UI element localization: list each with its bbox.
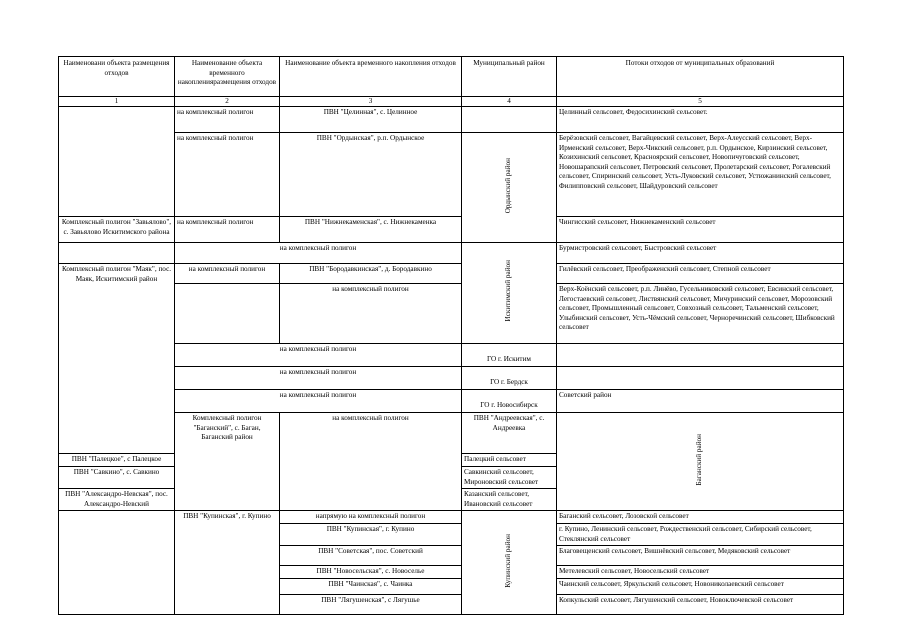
waste-flows-table — [58, 56, 844, 615]
district-label: Искитимский район — [504, 260, 513, 322]
column-number-row — [59, 97, 844, 107]
district-cell-empty — [462, 107, 557, 133]
table-cell: г. Купино, Ленинский сельсовет, Рождественский сельсовет, Сибирский сельсовет, Стеклянский сельсовет — [557, 523, 844, 545]
district-cell: ГО г. Искитим — [462, 344, 557, 367]
table-cell: ПВН "Чаинская", с. Чаинка — [280, 578, 462, 594]
header-waste-flows: Потоки отходов от муниципальных образований — [557, 57, 844, 97]
table-row — [59, 344, 844, 367]
table-row — [59, 284, 844, 344]
table-cell: ПВН "Советская", пос. Советский — [280, 546, 462, 566]
disposal-site-cell: Комплексный полигон "Баганский", с. Баган, Баганский район — [175, 413, 280, 511]
table-row — [59, 390, 844, 413]
district-cell — [557, 413, 844, 511]
table-cell: на комплексный полигон — [280, 284, 462, 344]
column-number: 4 — [462, 97, 557, 107]
table-cell: на комплексный полигон — [175, 367, 462, 390]
table-row — [59, 133, 844, 217]
table-cell: на комплексный полигон — [175, 217, 280, 243]
table-cell: на комплексный полигон — [280, 413, 462, 511]
district-cell — [462, 243, 557, 344]
table-cell: ПВН "Савкино", с. Савкино — [59, 466, 175, 488]
table-cell: Чингисский сельсовет, Нижнекаменский сельсовет — [557, 217, 844, 243]
header-temp-storage-site: Наименование объекта временного накопленияразмещения отходов — [175, 57, 280, 97]
table-cell: Копкульский сельсовет, Лягушенский сельсовет, Новоключевской сельсовет — [557, 594, 844, 614]
district-cell: ГО г. Новосибирск — [462, 390, 557, 413]
district-label: Ордынский район — [504, 158, 513, 214]
table-cell: ПВН "Андреевская", с. Андреевка — [462, 413, 557, 454]
table-cell: Баганский сельсовет, Лозовской сельсовет — [557, 511, 844, 524]
district-cell — [462, 133, 557, 243]
table-cell: Целинный сельсовет, Федосихинский сельсовет. — [557, 107, 844, 133]
table-cell: Бурмистровский сельсовет, Быстровский сельсовет — [557, 243, 844, 264]
disposal-site-cell: Комплексный полигон "Маяк", пос. Маяк, Искитимский район — [59, 264, 175, 454]
header-municipal-district: Муниципальный район — [462, 57, 557, 97]
table-cell: Благовещенский сельсовет, Вишнёвский сельсовет, Медяковский сельсовет — [557, 546, 844, 566]
table-cell: ПВН "Александро-Невская", пос. Александро-Невский — [59, 489, 175, 511]
column-number: 3 — [280, 97, 462, 107]
table-cell: напрямую на комплексный полигон — [280, 511, 462, 524]
column-number: 5 — [557, 97, 844, 107]
table-row — [59, 264, 844, 284]
disposal-site-cell: Комплексный полигон "Завьялово", с. Завьялово Искитимского района — [59, 217, 175, 243]
table-row — [59, 243, 844, 264]
table-cell: Гилёвский сельсовет, Преображенский сельсовет, Степной сельсовет — [557, 264, 844, 284]
table-cell-empty — [557, 367, 844, 390]
disposal-site-cell-empty — [59, 107, 175, 217]
table-cell: ПВН "Бородавкинская", д. Бородавкино — [280, 264, 462, 284]
district-cell — [462, 511, 557, 614]
table-cell: на комплексный полигон — [175, 133, 280, 217]
column-number: 2 — [175, 97, 280, 107]
table-cell: ПВН "Лягушенская", с Лягушье — [280, 594, 462, 614]
table-row — [59, 217, 844, 243]
table-cell-empty — [175, 284, 280, 344]
table-cell: Савкинский сельсовет, Мироновский сельсовет — [462, 466, 557, 488]
table-cell: Казанский сельсовет, Ивановский сельсовет — [462, 489, 557, 511]
header-disposal-site: Наименовани объекта размещения отходов — [59, 57, 175, 97]
table-row — [59, 413, 844, 454]
table-cell: ПВН "Нижнекаменская", с. Нижнекаменка — [280, 217, 462, 243]
district-label: Купинский район — [504, 533, 513, 588]
table-cell: на комплексный полигон — [175, 344, 462, 367]
table-cell-empty — [557, 344, 844, 367]
table-cell: ПВН "Целинная", с. Целинное — [280, 107, 462, 133]
table-row — [59, 107, 844, 133]
table-cell: Метелевский сельсовет, Новосельский сельсовет — [557, 566, 844, 579]
table-cell: ПВН "Ордынская", р.п. Ордынское — [280, 133, 462, 217]
disposal-site-cell-empty — [59, 243, 175, 264]
table-cell: Верх-Коёнский сельсовет, р.п. Линёво, Гусельниковский сельсовет, Евсинский сельсовет, Легостаевский сельсовет, Листвянский сельсовет, Мичуринский сельсовет, Морозовский сельсовет, Промышленный сельсовет, Совхозный сельсовет, Тальменский сельсовет, Улыбинский сельсовет, Усть-Чёмский сельсовет, Черноречинский сельсовет, Шибковский сельсовет — [557, 284, 844, 344]
table-cell: ПВН "Купинская", г. Купино — [175, 511, 280, 614]
table-cell: ПВН "Палецкое", с Палецкое — [59, 454, 175, 467]
table-cell: Берёзовский сельсовет, Вагайцевский сельсовет, Верх-Алеусский сельсовет, Верх-Ирменский сельсовет, Верх-Чикский сельсовет, р.п. Ордынское, Кирзинский сельсовет, Козихинский сельсовет, Красноярский сельсовет, Новопичуговский сельсовет, Новошарапский сельсовет, Петровский сельсовет, Пролетарский сельсовет, Рогалевский сельсовет, Спиринский сельсовет, Усть-Луковский сельсовет, Устюжанинский сельсовет, Филипповский сельсовет, Шайдуровский сельсовет — [557, 133, 844, 217]
table-cell: на комплексный полигон — [175, 390, 462, 413]
table-cell: ПВН "Купинская", г. Купино — [280, 523, 462, 545]
district-cell: ГО г. Бердск — [462, 367, 557, 390]
table-row — [59, 511, 844, 524]
table-cell: на комплексный полигон — [175, 264, 280, 284]
table-cell: на комплексный полигон — [175, 107, 280, 133]
table-cell: на комплексный полигон — [175, 243, 462, 264]
header-temp-storage-name: Наименование объекта временного накопления отходов — [280, 57, 462, 97]
table-cell: ПВН "Новосельская", с. Новоселье — [280, 566, 462, 579]
table-cell: Советский район — [557, 390, 844, 413]
table-row — [59, 367, 844, 390]
district-label: Баганский район — [695, 434, 704, 486]
header-row — [59, 57, 844, 97]
disposal-site-cell-empty — [59, 511, 175, 614]
table-cell: Чаинский сельсовет, Яркульский сельсовет, Новониколаевский сельсовет — [557, 578, 844, 594]
table-cell: Палецкий сельсовет — [462, 454, 557, 467]
column-number: 1 — [59, 97, 175, 107]
